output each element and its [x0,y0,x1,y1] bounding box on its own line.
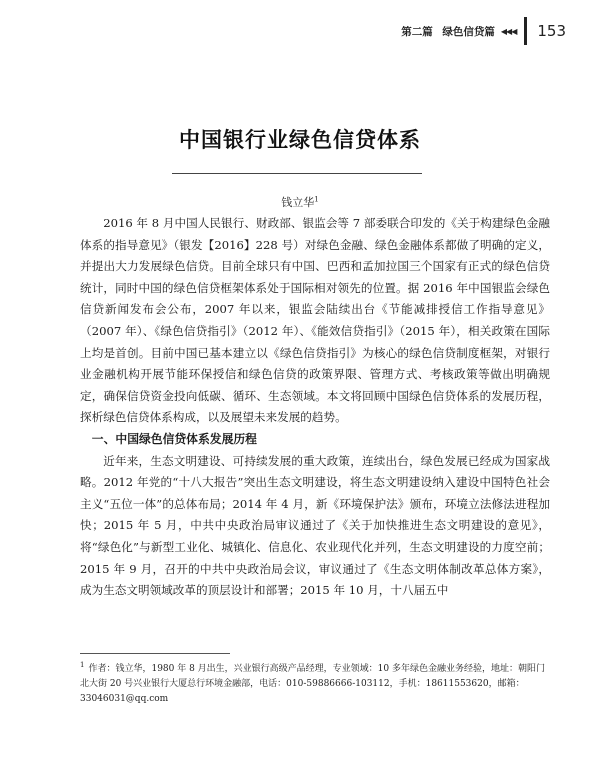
footnote [80,658,550,707]
section-label: 绿色信贷篇 [442,25,495,38]
article-title: 中国银行业绿色信贷体系 [179,128,421,152]
title-rule [172,173,422,174]
arrows-left-icon: ◀◀◀ [500,26,517,36]
footnote-mark: 1 [80,661,85,669]
author-footnote-mark: 1 [314,195,319,204]
footnote-rule [80,653,230,654]
running-header [395,18,566,44]
author-line [0,194,600,210]
section-heading: 一、中国绿色信贷体系发展历程 [91,431,257,446]
page-number: 153 [537,22,566,40]
header-divider [524,17,527,45]
paragraph: 近年来，生态文明建设、可持续发展的重大政策，连续出台，绿色发展已经成为国家战略。2012 年党的“十八大报告”突出生态文明建设，将生态文明建设纳入建设中国特色社会主义“五位一体”的总体布局；2014 年 4 月，新《环境保护法》颁布，环境立法修法进程加快；2015 年 5 月，中共中央政治局审议通过了《关于加快推进生态文明建设的意见》，将“绿色化”与新型工业化、城镇化、信息化、农业现代化并列，生态文明建设的力度空前；2015 年 9 月，召开的中共中央政治局会议，审议通过了《生态文明体制改革总体方案》，成为生态文明领域改革的顶层设计和部署；2015 年 10 月，十八届五中 [80,453,550,598]
paragraph: 2016 年 8 月中国人民银行、财政部、银监会等 7 部委联合印发的《关于构建绿色金融体系的指导意见》（银发【2016】228 号）对绿色金融、绿色金融体系都做了明确的定义，并提出大力发展绿色信贷。目前全球只有中国、巴西和孟加拉国三个国家有正式的绿色信贷统计，同时中国的绿色信贷框架体系处于国际相对领先的位置。据 2016 年中国银监会绿色信贷新闻发布会公布，2007 年以来，银监会陆续出台《节能减排授信工作指导意见》（2007 年）、《绿色信贷指引》（2012 年）、《能效信贷指引》（2015 年），相关政策在国际上均是首创。目前中国已基本建立以《绿色信贷指引》为核心的绿色信贷制度框架，对银行业金融机构开展节能环保授信和绿色信贷的政策界限、管理方式、考核政策等做出明确规定，确保信贷资金投向低碳、循环、生态领域。本文将回顾中国绿色信贷体系的发展历程，探析绿色信贷体系构成，以及展望未来发展的趋势。 [80,216,550,425]
article-body [80,213,550,602]
running-head-text [395,24,495,39]
footnote-text: 作者：钱立华，1980 年 8 月出生，兴业银行高级产品经理，专业领域：10 多年绿色金融业务经验，地址：朝阳门北大街 20 号兴业银行大厦总行环境金融部，电话：010-59886666-103112，手机：18611553620，邮箱：33046031@qq.com [80,664,545,704]
chapter-label: 第二篇 [401,25,433,38]
author-name: 钱立华 [281,196,315,209]
